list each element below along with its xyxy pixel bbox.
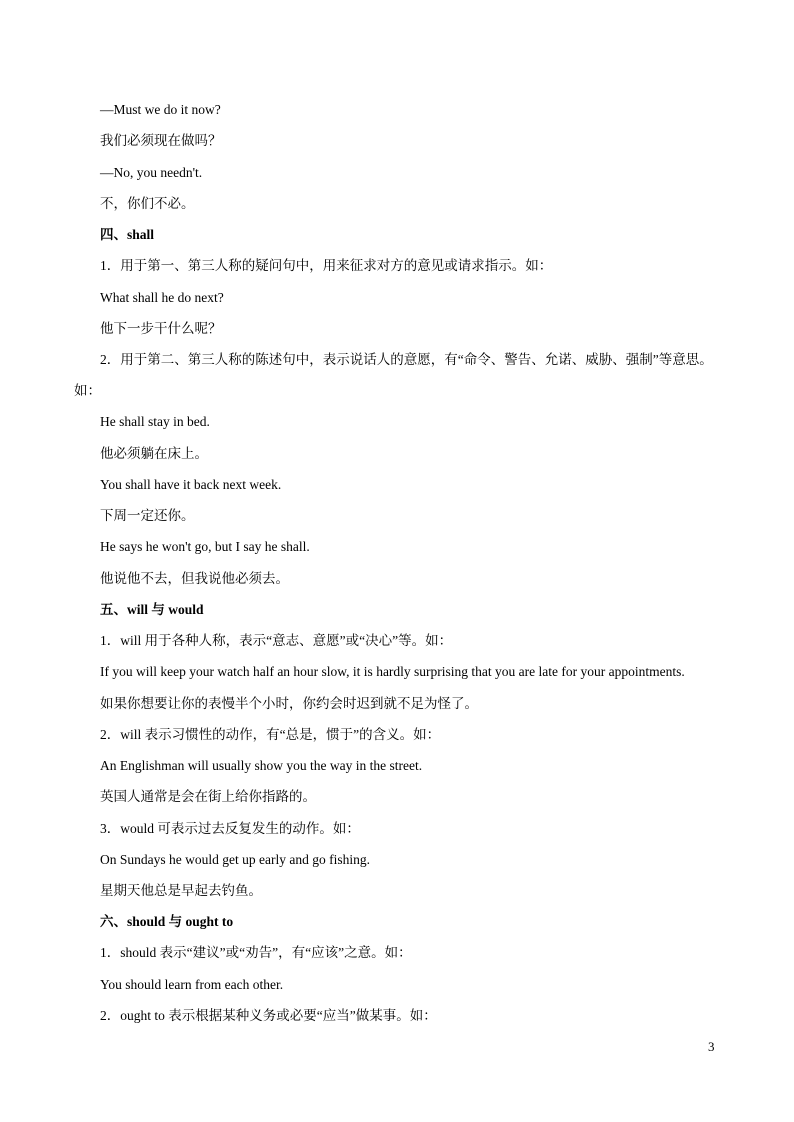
text-line: 如： — [74, 383, 101, 398]
text-line: He shall stay in bed. — [100, 414, 210, 429]
text-line: 他下一步干什么呢？ — [100, 321, 222, 336]
text-line: What shall he do next? — [100, 290, 224, 305]
text-line: —Must we do it now? — [100, 102, 221, 117]
section-heading: 五、will 与 would — [100, 602, 204, 617]
text-line: If you will keep your watch half an hour slow, it is hardly surprising that you are late for your appointments. — [100, 664, 685, 679]
text-line: 1．will 用于各种人称，表示“意志、意愿”或“决心”等。如： — [100, 633, 453, 648]
text-line: 2．will 表示习惯性的动作，有“总是，惯于”的含义。如： — [100, 727, 441, 742]
section-heading: 六、should 与 ought to — [100, 914, 234, 929]
text-line: 他说他不去，但我说他必须去。 — [100, 571, 289, 586]
page-number: 3 — [708, 1039, 715, 1054]
text-line: 星期天他总是早起去钓鱼。 — [100, 883, 262, 898]
text-line: On Sundays he would get up early and go fishing. — [100, 852, 370, 867]
text-line: 不，你们不必。 — [100, 196, 195, 211]
text-line: —No, you needn't. — [100, 165, 203, 180]
text-line: 下周一定还你。 — [100, 508, 195, 523]
text-line: 1．should 表示“建议”或“劝告”，有“应该”之意。如： — [100, 945, 412, 960]
text-line: 2．ought to 表示根据某种义务或必要“应当”做某事。如： — [100, 1008, 437, 1023]
text-line: 英国人通常是会在街上给你指路的。 — [100, 789, 316, 804]
text-line: 3．would 可表示过去反复发生的动作。如： — [100, 821, 360, 836]
text-line: You shall have it back next week. — [100, 477, 282, 492]
text-line: 1．用于第一、第三人称的疑问句中，用来征求对方的意见或请求指示。如： — [100, 258, 553, 273]
text-line: 如果你想要让你的表慢半个小时，你约会时迟到就不足为怪了。 — [100, 696, 478, 711]
text-line: You should learn from each other. — [100, 977, 284, 992]
text-line: 我们必须现在做吗？ — [100, 133, 222, 148]
text-line: 他必须躺在床上。 — [100, 446, 208, 461]
text-line: He says he won't go, but I say he shall. — [100, 539, 310, 554]
text-line: An Englishman will usually show you the way in the street. — [100, 758, 423, 773]
section-heading: 四、shall — [100, 227, 155, 242]
text-line: 2．用于第二、第三人称的陈述句中，表示说话人的意愿，有“命令、警告、允诺、威胁、强制”等意思。 — [100, 352, 713, 367]
